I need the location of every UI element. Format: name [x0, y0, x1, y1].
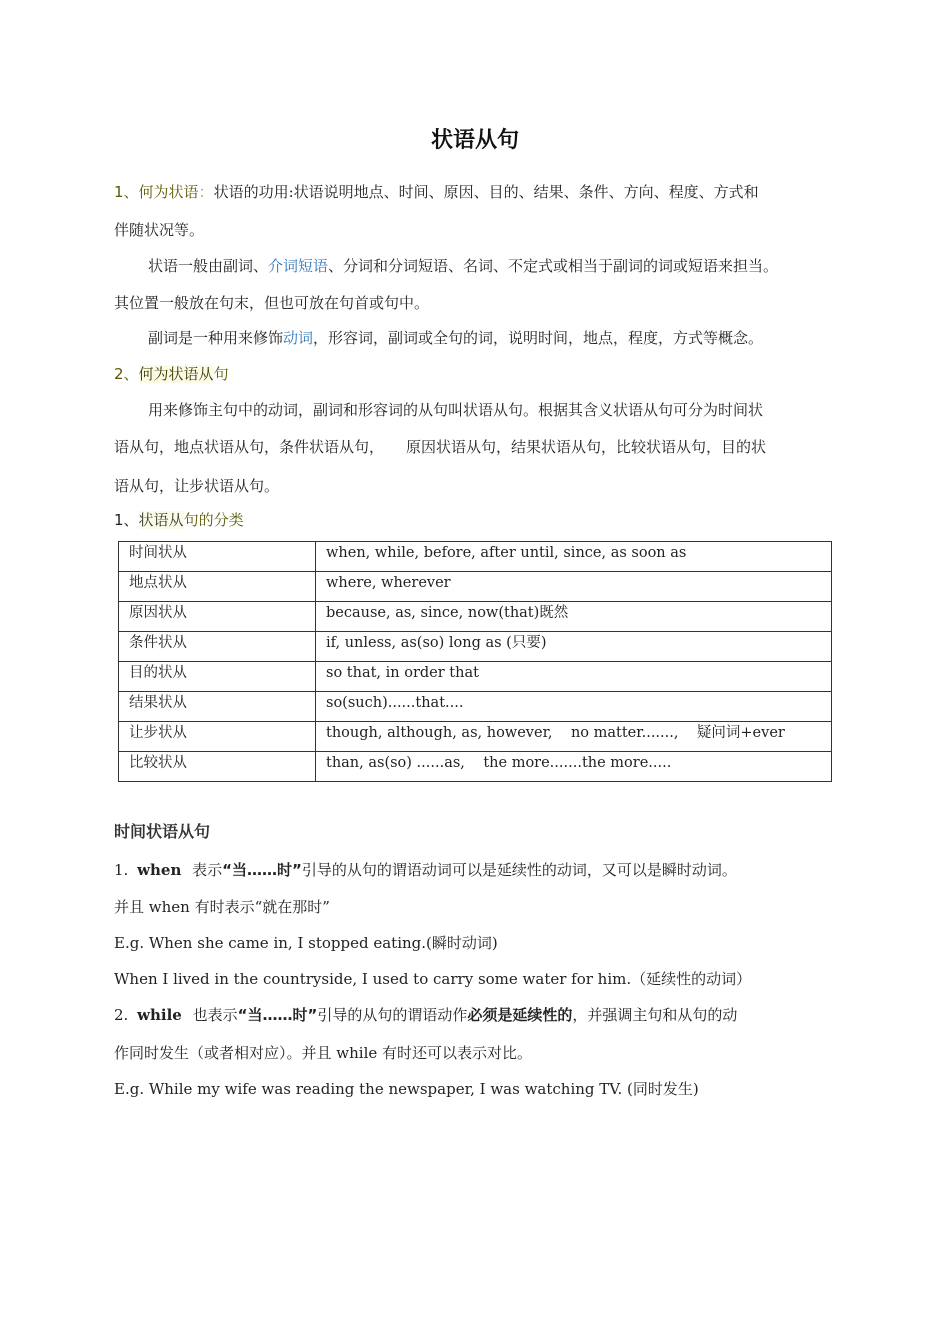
paragraph-3-line-2	[114, 437, 766, 457]
paragraph-1-line-2: 其位置一般放在句末，但也可放在句首或句中。	[114, 294, 430, 312]
paragraph-2-text-b: ，形容词，副词或全句的词，说明时间，地点，程度，方式等概念。	[313, 329, 764, 347]
paragraph-3-line-2b: 原因状语从句，结果状语从句，比较状语从句，目的状	[406, 438, 767, 456]
paragraph-3-line-1: 用来修饰主句中的动词，副词和形容词的从句叫状语从句。根据其含义状语从句可分为时间状	[148, 401, 764, 419]
clause-type-table	[118, 541, 832, 782]
while-keyword: while	[137, 1006, 182, 1024]
section-2-label-end: 句	[213, 365, 229, 383]
section-2-number: 2、	[114, 365, 139, 383]
when-text-1: 表示	[192, 861, 223, 879]
table-row	[119, 662, 832, 692]
section-3-label: 状语从	[138, 511, 184, 529]
when-example-1: E.g. When she came in, I stopped eating.(瞬时动词)	[114, 934, 498, 952]
conjunctions-cell: where, wherever	[316, 572, 832, 602]
table-row	[119, 542, 832, 572]
table-row	[119, 572, 832, 602]
table-row	[119, 692, 832, 722]
clause-type-cell: 让步状从	[119, 722, 316, 752]
clause-type-cell: 原因状从	[119, 602, 316, 632]
section-1-text-1: 状语的功用:状语说明地点、时间、原因、目的、结果、条件、方向、程度、方式和	[213, 183, 759, 201]
conjunctions-cell: than, as(so) ......as, the more.......the more.....	[316, 752, 832, 782]
section-3-number: 1、	[114, 511, 139, 529]
while-text-3: ，并强调主句和从句的动	[572, 1006, 738, 1024]
prepositional-phrase-link[interactable]: 介词短语	[268, 257, 329, 275]
when-number: 1.	[114, 861, 129, 879]
table-row	[119, 752, 832, 782]
conjunctions-cell: if, unless, as(so) long as (只要)	[316, 632, 832, 662]
conjunctions-cell: because, as, since, now(that)既然	[316, 602, 832, 632]
section-1-line-1	[114, 182, 759, 202]
while-line-1	[114, 1005, 737, 1025]
conjunctions-cell: so that, in order that	[316, 662, 832, 692]
section-1-text-2: 伴随状况等。	[114, 221, 205, 239]
while-line-2: 作同时发生（或者相对应）。并且 while 有时还可以表示对比。	[114, 1044, 533, 1062]
while-emphasis: 必须是延续性的	[467, 1006, 573, 1024]
while-text-2: 引导的从句的谓语动作	[317, 1006, 468, 1024]
conjunctions-cell: though, although, as, however, no matter......., 疑问词+ever	[316, 722, 832, 752]
paragraph-2	[148, 328, 763, 348]
while-number: 2.	[114, 1006, 129, 1024]
clause-type-cell: 结果状从	[119, 692, 316, 722]
when-line-1	[114, 860, 737, 880]
clause-type-cell: 目的状从	[119, 662, 316, 692]
table-row	[119, 632, 832, 662]
conjunctions-cell: so(such)......that....	[316, 692, 832, 722]
time-clause-heading: 时间状语从句	[114, 822, 211, 841]
verb-link[interactable]: 动词	[283, 329, 314, 347]
while-text-1: 也表示	[192, 1006, 238, 1024]
while-example: E.g. While my wife was reading the newspaper, I was watching TV. (同时发生)	[114, 1080, 699, 1098]
clause-type-cell: 比较状从	[119, 752, 316, 782]
paragraph-1-text-a: 状语一般由副词、	[148, 257, 269, 275]
page-title: 状语从句	[430, 128, 519, 153]
section-2-heading	[114, 364, 229, 384]
clause-type-cell: 条件状从	[119, 632, 316, 662]
when-example-2: When I lived in the countryside, I used to carry some water for him.（延续性的动词）	[114, 970, 752, 988]
section-2-label: 何为状语从	[138, 365, 214, 383]
paragraph-2-text-a: 副词是一种用来修饰	[148, 329, 284, 347]
clause-type-cell: 时间状从	[119, 542, 316, 572]
when-line-2: 并且 when 有时表示“就在那时”	[114, 898, 330, 916]
when-text-2: 引导的从句的谓语动词可以是延续性的动词，又可以是瞬时动词。	[301, 861, 737, 879]
paragraph-3-line-3: 语从句，让步状语从句。	[114, 477, 280, 495]
paragraph-3-line-2a: 语从句，地点状语从句，条件状语从句，	[114, 438, 385, 456]
paragraph-1-line-1	[148, 256, 778, 276]
while-quote: “当……时”	[237, 1006, 318, 1024]
table-row	[119, 722, 832, 752]
section-1-separator: ：	[198, 183, 214, 201]
section-1-label: 1、何为状语	[114, 183, 199, 201]
section-3-heading	[114, 510, 244, 530]
section-3-label-end: 句的分类	[183, 511, 244, 529]
conjunctions-cell: when, while, before, after until, since, as soon as	[316, 542, 832, 572]
paragraph-1-text-b: 、分词和分词短语、名词、不定式或相当于副词的词或短语来担当。	[328, 257, 779, 275]
clause-type-cell: 地点状从	[119, 572, 316, 602]
when-keyword: when	[137, 861, 182, 879]
table-row	[119, 602, 832, 632]
when-quote: “当……时”	[222, 861, 302, 879]
